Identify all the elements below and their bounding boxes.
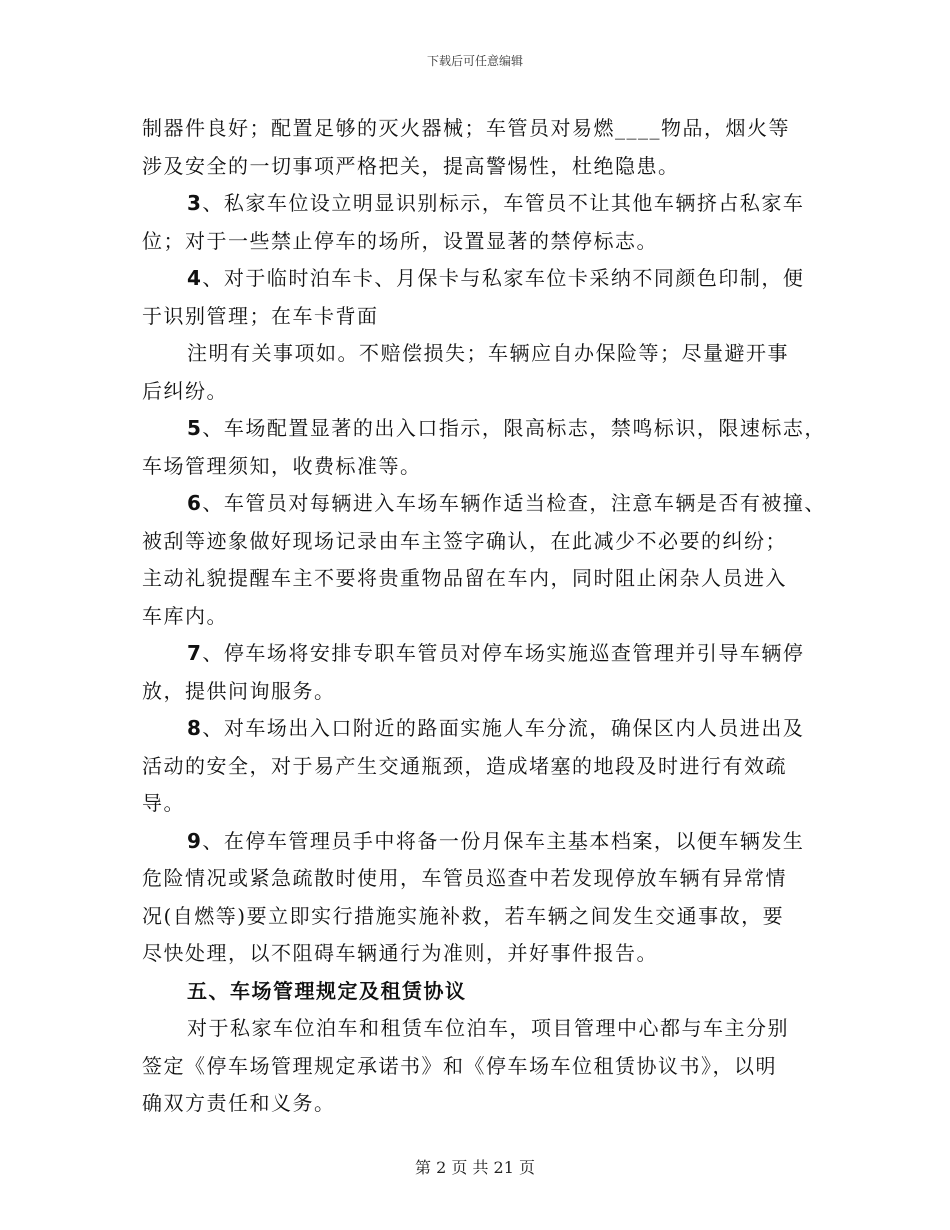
line-text: 况(自燃等)要立即实行措施实施补救，若车辆之间发生交通事故，要 — [142, 903, 785, 928]
document-body — [142, 110, 832, 1123]
line-text: 危险情况或紧急疏散时使用，车管员巡查中若发现停放车辆有异常情 — [142, 866, 787, 890]
line-text: 、对于临时泊车卡、月保卡与私家车位卡采纳不同颜色印制，便 — [202, 266, 805, 290]
line-text: 、车场配置显著的出入口指示，限高标志，禁鸣标识，限速标志， — [202, 416, 826, 440]
line-text: 车场管理须知，收费标准等。 — [142, 453, 422, 478]
item-number: 5 — [187, 416, 203, 440]
line-text: 确双方责任和义务。 — [142, 1091, 336, 1115]
text-line — [142, 148, 832, 186]
text-line — [142, 110, 832, 148]
text-line — [142, 298, 832, 336]
text-line — [142, 560, 832, 598]
text-line — [142, 785, 832, 823]
text-line — [142, 748, 832, 786]
item-number: 3 — [187, 191, 203, 215]
page-header: 下载后可任意编辑 — [426, 54, 523, 68]
line-text: 注明有关事项如。不赔偿损失；车辆应自办保险等；尽量避开事 — [187, 341, 789, 365]
line-text: 对于私家车位泊车和租赁车位泊车，项目管理中心都与车主分别 — [187, 1016, 789, 1040]
line-text: 车库内。 — [142, 603, 228, 628]
text-line — [142, 335, 832, 373]
line-text: 、在停车管理员手中将备一份月保车主基本档案，以便车辆发生 — [202, 828, 805, 853]
item-number: 6 — [187, 491, 203, 515]
line-text: 、对车场出入口附近的路面实施人车分流，确保区内人员进出及 — [202, 716, 805, 740]
text-line — [142, 673, 832, 711]
item-number: 4 — [187, 266, 203, 290]
line-text: 签定《停车场管理规定承诺书》和《停车场车位租赁协议书》，以明 — [142, 1053, 777, 1078]
item-number: 8 — [187, 716, 203, 740]
text-line — [142, 1085, 832, 1123]
item-number: 9 — [187, 828, 203, 853]
text-line — [142, 260, 832, 298]
line-text: 活动的安全，对于易产生交通瓶颈，造成堵塞的地段及时进行有效疏 — [142, 753, 787, 778]
page-footer: 第 2 页 共 21 页 — [415, 1158, 535, 1177]
text-line — [142, 1010, 832, 1048]
text-line — [142, 485, 832, 523]
line-text: 、私家车位设立明显识别标示，车管员不让其他车辆挤占私家车 — [202, 191, 805, 215]
text-line — [142, 1048, 832, 1086]
line-text: 尽快处理，以不阻碍车辆通行为准则，并好事件报告。 — [142, 941, 658, 965]
text-line — [142, 635, 832, 673]
text-line — [142, 185, 832, 223]
line-text: 主动礼貌提醒车主不要将贵重物品留在车内，同时阻止闲杂人员进入 — [142, 566, 787, 590]
text-line — [142, 523, 832, 561]
text-line — [142, 373, 832, 411]
line-text: 导。 — [142, 791, 185, 815]
text-line — [142, 823, 832, 861]
text-line — [142, 898, 832, 936]
line-text: 涉及安全的一切事项严格把关，提高警惕性，杜绝隐患。 — [142, 153, 680, 178]
text-line — [142, 598, 832, 636]
line-text: 制器件良好；配置足够的灭火器械；车管员对易燃____物品，烟火等 — [142, 116, 790, 140]
text-line — [142, 410, 832, 448]
text-line — [142, 223, 832, 261]
line-text: 被刮等迹象做好现场记录由车主签字确认，在此减少不必要的纠纷； — [142, 528, 787, 553]
item-number: 7 — [187, 641, 203, 665]
line-text: 、停车场将安排专职车管员对停车场实施巡查管理并引导车辆停 — [202, 641, 805, 665]
text-line — [142, 935, 832, 973]
line-text: 五、车场管理规定及租赁协议 — [187, 978, 467, 1003]
section-heading — [142, 973, 832, 1011]
text-line — [142, 710, 832, 748]
line-text: 、车管员对每辆进入车场车辆作适当检查，注意车辆是否有被撞、 — [202, 491, 826, 515]
line-text: 于识别管理；在车卡背面 — [142, 303, 379, 328]
line-text: 放，提供问询服务。 — [142, 678, 336, 703]
line-text: 位；对于一些禁止停车的场所，设置显著的禁停标志。 — [142, 228, 658, 253]
text-line — [142, 448, 832, 486]
text-line — [142, 860, 832, 898]
line-text: 后纠纷。 — [142, 378, 228, 403]
